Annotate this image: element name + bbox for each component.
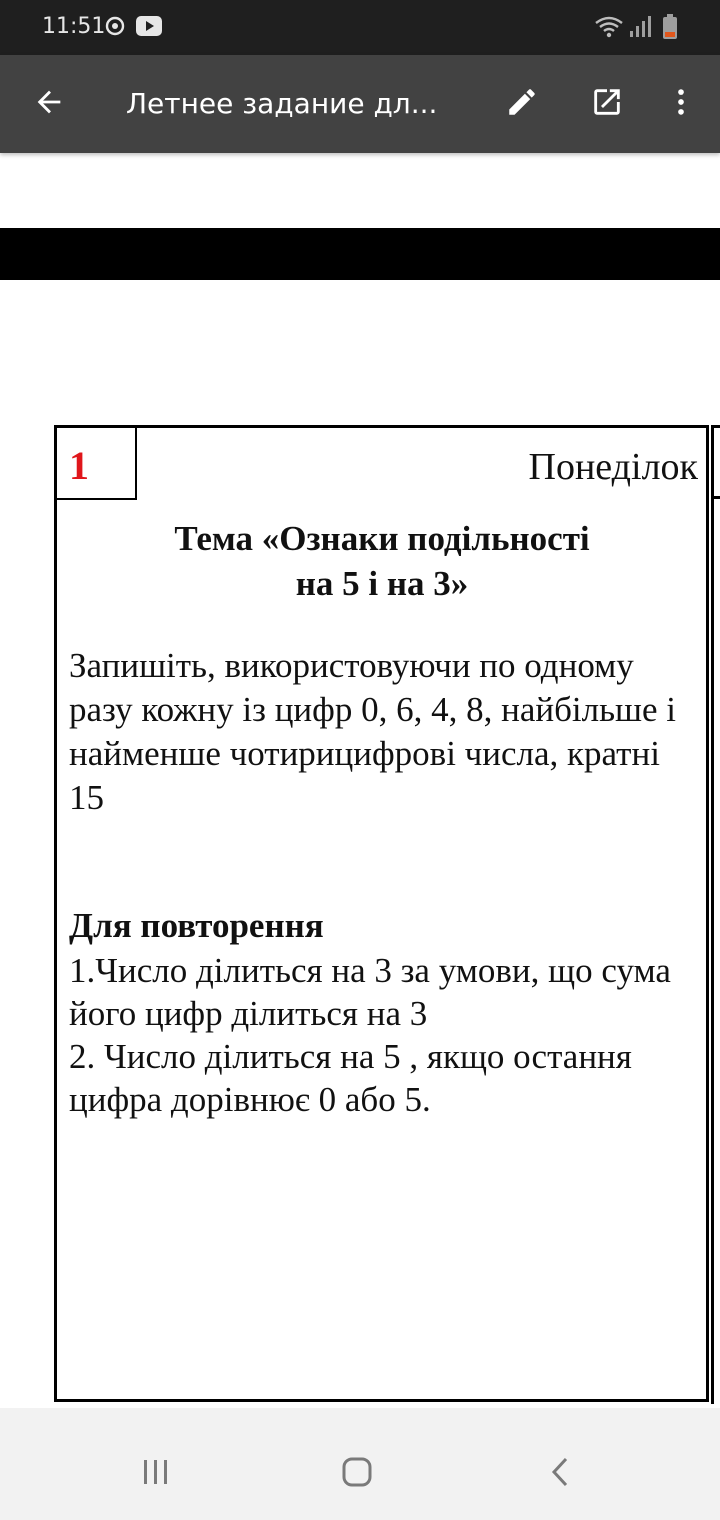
wifi-icon <box>594 15 624 43</box>
lesson-card <box>54 425 709 1402</box>
home-button[interactable] <box>337 1454 377 1494</box>
app-bar <box>0 55 720 153</box>
signal-icon <box>628 15 652 43</box>
battery-icon <box>662 14 678 44</box>
review-item: 2. Число ділиться на 5 , якщо остання цифра дорівнює 0 або 5. <box>69 1037 632 1119</box>
pencil-icon <box>505 85 539 123</box>
day-of-week: Понеділок <box>528 446 698 488</box>
system-nav-bar <box>0 1408 720 1520</box>
sync-icon <box>104 15 126 41</box>
nav-back-icon <box>548 1456 572 1492</box>
topic-line: Тема «Ознаки подільності <box>174 519 590 558</box>
youtube-icon <box>136 16 162 40</box>
lesson-number-cell <box>57 428 137 500</box>
table-border <box>711 496 720 499</box>
recent-apps-icon <box>141 1458 171 1490</box>
status-time: 11:51 <box>42 14 106 39</box>
lesson-number: 1 <box>69 443 89 488</box>
lesson-topic <box>57 516 707 606</box>
table-border <box>711 425 720 428</box>
status-bar <box>0 0 720 55</box>
open-in-new-icon <box>590 85 624 123</box>
back-button[interactable] <box>24 79 74 129</box>
more-options-button[interactable] <box>656 79 706 129</box>
open-external-button[interactable] <box>582 79 632 129</box>
document-title: Летнее задание дл... <box>126 87 438 120</box>
more-vert-icon <box>664 85 698 123</box>
recent-apps-button[interactable] <box>136 1454 176 1494</box>
topic-line: на 5 і на 3» <box>295 564 469 603</box>
home-icon <box>341 1456 373 1492</box>
review-item: 1.Число ділиться на 3 за умови, що сума його цифр ділиться на 3 <box>69 951 671 1033</box>
table-border <box>711 425 714 1404</box>
task-text: Запишіть, використовуючи по одному разу кожну із цифр 0, 6, 4, 8, найбільше і найменше чотирицифрові числа, кратні 15 <box>69 646 676 817</box>
nav-back-button[interactable] <box>540 1454 580 1494</box>
review-heading: Для повторення <box>69 906 324 945</box>
document-header-band <box>0 228 720 280</box>
arrow-back-icon <box>32 85 66 123</box>
edit-button[interactable] <box>497 79 547 129</box>
